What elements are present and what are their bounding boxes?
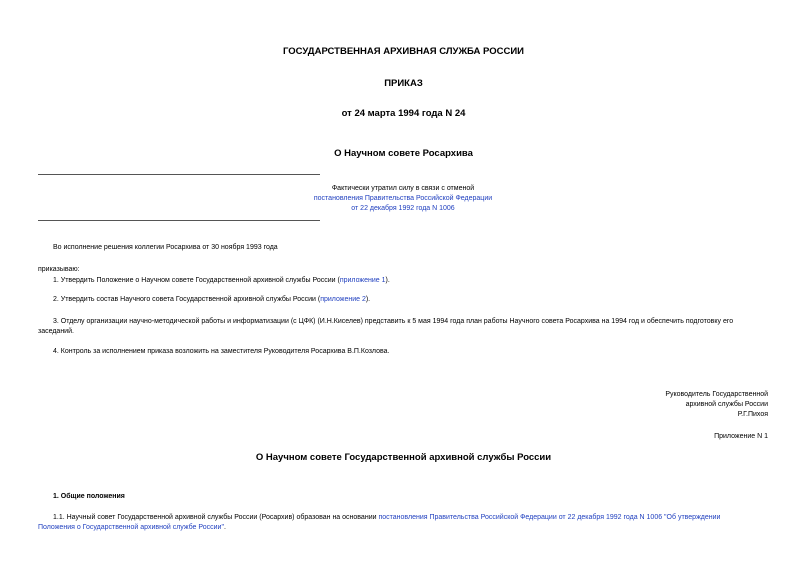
item-2-end: ).	[365, 296, 371, 303]
agency-title: ГОСУДАРСТВЕННАЯ АРХИВНАЯ СЛУЖБА РОССИИ	[283, 46, 524, 57]
paragraph-1-1-end: .	[223, 524, 226, 531]
signature-block	[500, 390, 768, 420]
status-note-text: Фактически утратил силу в связи с отменой	[331, 185, 475, 192]
order-word: приказываю:	[38, 266, 80, 273]
resolution-link-continued[interactable]: Положения о Государственной архивной службе России"	[38, 524, 224, 531]
paragraph-1-1-text: 1.1. Научный совет Государственной архивной службы России (Росархив) образован на основании	[53, 514, 377, 521]
signature-line-1: Руководитель Государственной	[665, 391, 768, 398]
order-kind: ПРИКАЗ	[384, 78, 423, 89]
appendix-1-link[interactable]: приложение 1	[339, 277, 386, 284]
item-4: 4. Контроль за исполнением приказа возложить на заместителя Руководителя Росархива В.П.Козлова.	[53, 348, 390, 355]
signature-line-2: архивной службы России	[685, 401, 768, 408]
note-top-rule	[38, 174, 320, 175]
item-1-text: 1. Утвердить Положение о Научном совете Государственной архивной службы России (	[53, 277, 340, 284]
status-note	[290, 184, 516, 214]
resolution-link[interactable]: постановления Правительства Российской Федерации от 22 декабря 1992 года N 1006 "Об утверждении	[378, 514, 721, 521]
paragraph-1-1-line-2	[38, 523, 226, 533]
section-heading: 1. Общие положения	[53, 493, 125, 500]
item-3-line-1: 3. Отделу организации научно-методической работы и информатизации (с ЦФК) (И.Н.Киселев) представить к 5 мая 1994 года план работы Научного совета Росархива на 1994 год и обеспечить подготовку его	[53, 318, 734, 325]
item-2-text: 2. Утвердить состав Научного совета Государственной архивной службы России (	[53, 296, 321, 303]
order-date-number: от 24 марта 1994 года N 24	[341, 108, 466, 119]
note-bottom-rule	[38, 220, 320, 221]
order-subject: О Научном совете Росархива	[334, 148, 473, 159]
appendix-label: Приложение N 1	[714, 433, 768, 440]
appendix-title: О Научном совете Государственной архивной службы России	[255, 452, 552, 463]
item-1-end: ).	[385, 277, 390, 284]
status-note-link-2[interactable]: от 22 декабря 1992 года N 1006	[351, 205, 455, 212]
appendix-2-link[interactable]: приложение 2	[320, 296, 366, 303]
paragraph-1-1-line-1	[53, 513, 720, 523]
intro-paragraph: Во исполнение решения коллегии Росархива от 30 ноября 1993 года	[53, 244, 278, 251]
item-3-line-2: заседаний.	[38, 328, 74, 335]
status-note-link-1[interactable]: постановления Правительства Российской Федерации	[313, 195, 493, 202]
signature-name: Р.Г.Пихоя	[737, 411, 768, 418]
item-2	[53, 295, 370, 305]
item-1	[53, 276, 390, 286]
